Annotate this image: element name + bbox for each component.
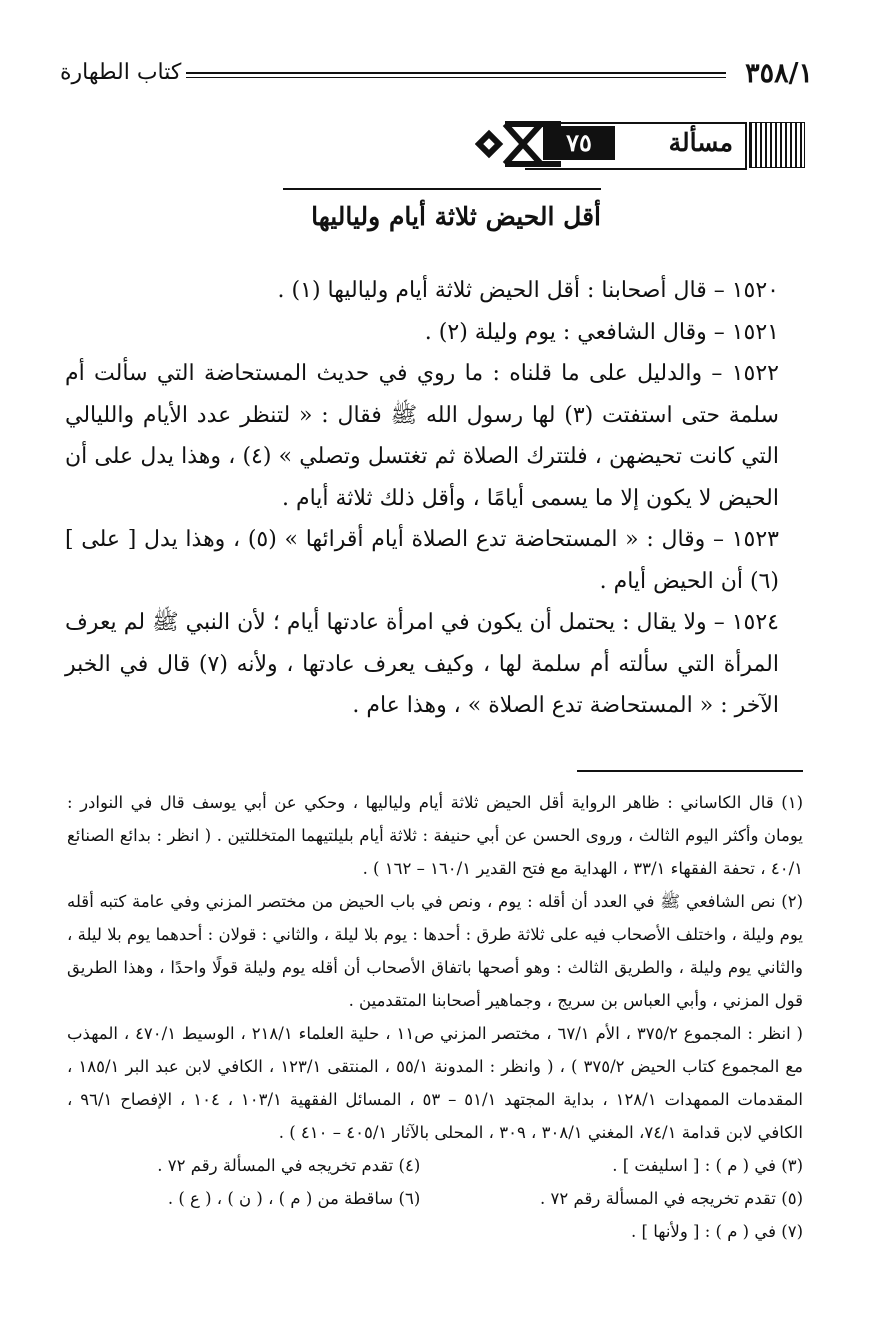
paragraph-1521: ١٥٢١ – وقال الشافعي : يوم وليلة (٢) . bbox=[424, 319, 779, 345]
footnote-4: (٤) تقدم تخريجه في المسألة رقم ٧٢ . bbox=[157, 1156, 421, 1175]
paragraph-1523: ١٥٢٣ – وقال : « المستحاضة تدع الصلاة أيام أقرائها » (٥) ، وهذا يدل [ على ] (٦) أن الحيض أيام . bbox=[65, 527, 779, 594]
masala-label: مسألة bbox=[668, 128, 733, 157]
banner-stripes-ornament bbox=[749, 122, 805, 168]
footnotes bbox=[67, 786, 803, 1248]
footnote-1: (١) قال الكاساني : ظاهر الرواية أقل الحيض ثلاثة أيام ولياليها ، وحكي عن أبي يوسف قال في النوادر : يومان وأكثر اليوم الثالث ، وروى الحسن عن أبي حنيفة : ثلاثة أيام بليلتيهما المتخللتين . ( انظر : بدائع الصنائع ٤٠/١ ، تحفة الفقهاء ٣٣/١ ، الهداية مع فتح القدير ١٦٠/١ – ١٦٢ ) . bbox=[67, 793, 803, 878]
header-divider bbox=[186, 72, 726, 78]
page-number: ٣٥٨/١ bbox=[745, 58, 813, 89]
footnote-3: (٣) في ( م ) : [ اسليفت ] . bbox=[612, 1156, 803, 1175]
footnote-7: (٧) في ( م ) : [ ولأنها ] . bbox=[631, 1222, 803, 1241]
paragraph-1524: ١٥٢٤ – ولا يقال : يحتمل أن يكون في امرأة عادتها أيام ؛ لأن النبي ﷺ لم يعرف المرأة التي سألته أم سلمة لها ، وكيف يعرف عادتها ، ولأنه (٧) قال في الخبر الآخر : « المستحاضة تدع الصلاة » ، وهذا عام . bbox=[65, 610, 779, 718]
footnote-2: (٢) نص الشافعي ﷺ في العدد أن أقله : يوم ، ونص في باب الحيض من مختصر المزني وفي عامة كتبه أقله يوم وليلة ، واختلف الأصحاب فيه على ثلاثة طرق : أحدها : يوم بلا ليلة ، والثاني : قولان : أحدهما يوم بلا ليلة ، والثاني يوم وليلة ، والطريق الثالث : وهو أصحها باتفاق الأصحاب أن أقله يوم وليلة قولًا واحدًا ، وهذا الطريق قول المزني ، وأبي العباس بن سريج ، وجماهير أصحابنا المتقدمين . bbox=[67, 892, 803, 1010]
paragraph-1520: ١٥٢٠ – قال أصحابنا : أقل الحيض ثلاثة أيام ولياليها (١) . bbox=[277, 278, 779, 303]
footnote-5: (٥) تقدم تخريجه في المسألة رقم ٧٢ . bbox=[540, 1189, 803, 1208]
knot-ornament-icon bbox=[475, 118, 565, 170]
section-title: أقل الحيض ثلاثة أيام ولياليها bbox=[311, 202, 601, 231]
footnote-row bbox=[67, 1149, 803, 1182]
masala-banner bbox=[475, 118, 805, 168]
footnote-row bbox=[67, 1182, 803, 1215]
paragraph-1522: ١٥٢٢ – والدليل على ما قلناه : ما روي في حديث المستحاضة التي سألت أم سلمة حتى استفتت (٣) لها رسول الله ﷺ فقال : « لتنظر عدد الأيام والليالي التي كانت تحيضهن ، فلتترك الصلاة ثم تغتسل وتصلي » (٤) ، وهذا يدل على أن الحيض لا يكون إلا ما يسمى أيامًا ، وأقل ذلك ثلاثة أيام . bbox=[65, 361, 779, 511]
book-title: كتاب الطهارة bbox=[60, 60, 182, 85]
footnote-6: (٦) ساقطة من ( م ) ، ( ن ) ، ( ع ) . bbox=[167, 1189, 421, 1208]
title-rule bbox=[283, 188, 601, 190]
masala-number: ٧٥ bbox=[543, 126, 615, 160]
main-text bbox=[65, 270, 805, 727]
footnote-divider bbox=[577, 770, 803, 772]
footnote-2-references: ( انظر : المجموع ٣٧٥/٢ ، الأم ٦٧/١ ، مختصر المزني ص١١ ، حلية العلماء ٢١٨/١ ، الوسيط ٤٧٠/١ ، المهذب مع المجموع كتاب الحيض ٣٧٥/٢ ) ، ( وانظر : المدونة ٥٥/١ ، المنتقى ١٢٣/١ ، الكافي لابن عبد البر ١٨٥/١ ، المقدمات الممهدات ١٢٨/١ ، بداية المجتهد ٥١/١ – ٥٣ ، المسائل الفقهية ١٠٣/١ ، ١٠٤ ، الإفصاح ٩٦/١ ، الكافي لابن قدامة ٧٤/١، المغني ٣٠٨/١ ، ٣٠٩ ، المحلى بالآثار ٤٠٥/١ – ٤١٠ ) . bbox=[67, 1024, 803, 1142]
